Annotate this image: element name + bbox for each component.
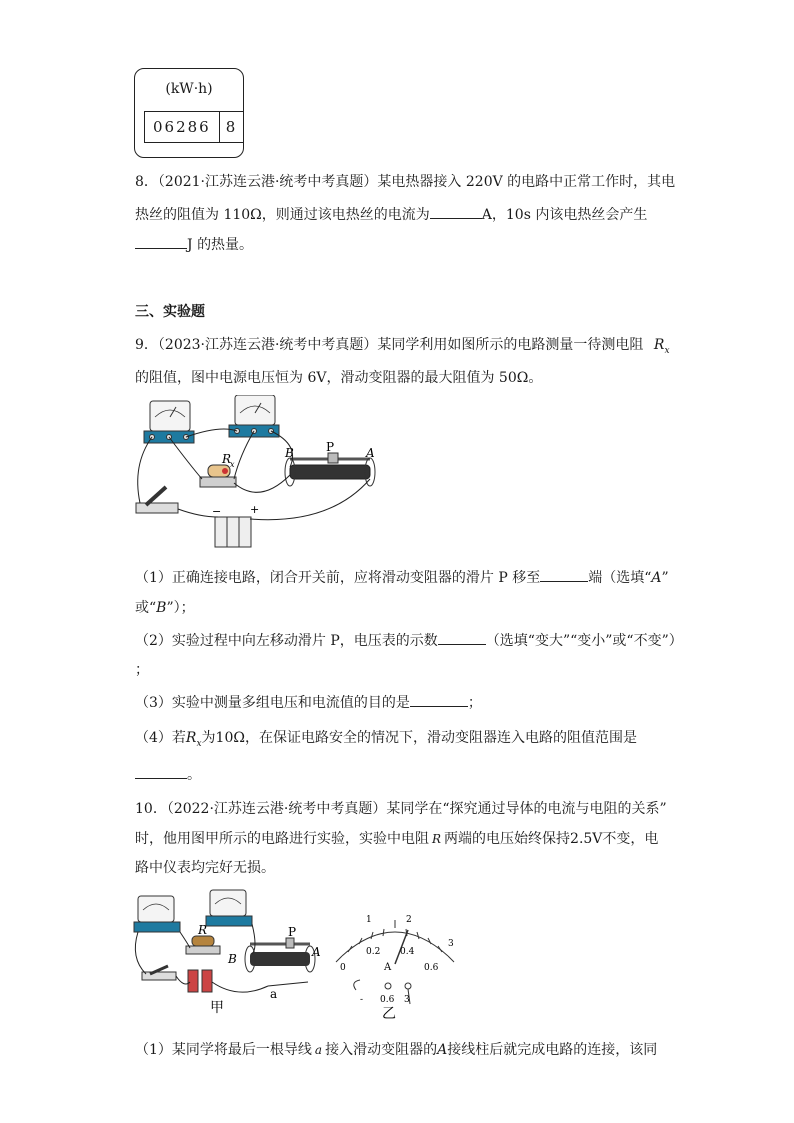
fig-jia-p: P <box>288 925 297 939</box>
q10-text-c: 不变，电 <box>602 831 659 847</box>
section-heading: 三、实验题 <box>135 304 205 320</box>
resistor-r-icon <box>186 936 220 954</box>
fig-jia-caption: 甲 <box>210 1000 224 1016</box>
q8-text-c: J 的热量。 <box>187 237 254 253</box>
q10-text-b: 两端的电压始终保持 <box>444 831 571 847</box>
q10-r-symbol: R <box>432 832 442 846</box>
q9-sub2-blank[interactable] <box>438 630 486 645</box>
q8-line3 <box>135 234 253 255</box>
meter-decimal-digit: 8 <box>225 118 238 136</box>
switch-icon <box>142 966 176 980</box>
meter-unit: (kW·h) <box>165 81 213 97</box>
fig-label-rx: R <box>222 452 232 466</box>
q8-line1: 8．（2021·江苏连云港·统考中考真题）某电热器接入 220V 的电路中正常工作时，其电 <box>135 174 676 190</box>
q9-sub3 <box>135 692 482 713</box>
q9-sub4-line2 <box>135 764 201 785</box>
q9-sub4-blank[interactable] <box>135 764 187 779</box>
q8-blank-heat[interactable] <box>135 234 187 249</box>
fig-jia-r: R <box>198 923 208 937</box>
yi-terminal-minus: - <box>360 995 364 1005</box>
q9-sub4-text-b: 为10Ω，在保证电路安全的情况下，滑动变阻器连入电路的阻值范围是 <box>201 730 637 746</box>
switch-icon <box>136 487 178 513</box>
yi-bot-0: 0 <box>340 963 346 973</box>
q10-line3: 路中仪表均完好无损。 <box>135 860 275 876</box>
q10-sub1 <box>135 1040 657 1060</box>
yi-bot-02: 0.2 <box>366 947 381 957</box>
q8-blank-current[interactable] <box>430 204 482 219</box>
q9-sub1-opt-b: B <box>156 600 167 616</box>
q8-text-b: A，10s 内该电热丝会产生 <box>481 207 648 223</box>
fig-label-rx-sub: x <box>230 460 235 469</box>
meter-integer-digits: 06286 <box>145 112 220 142</box>
fig-label-b: B <box>285 446 294 460</box>
q9-sub1-line1 <box>135 567 669 588</box>
yi-bot-04: 0.4 <box>400 947 415 957</box>
meter-digits <box>144 111 244 143</box>
q9-sub1-text-d: 或“ <box>135 600 157 616</box>
rheostat-icon <box>285 453 375 486</box>
q9-text-1: 9．（2023·江苏连云港·统考中考真题）某同学利用如图所示的电路测量一待测电阻 <box>135 337 644 353</box>
q9-rx-sub: x <box>664 345 670 356</box>
q9-sub3-text-a: （3）实验中测量多组电压和电流值的目的是 <box>135 695 410 711</box>
fig-label-plus: + <box>250 503 260 516</box>
q10-sub1-text-b: 接入滑动变阻器的 <box>325 1042 438 1058</box>
scale-ticks <box>336 920 454 964</box>
q9-line2: 的阻值，图中电源电压恒为 6V，滑动变阻器的最大阻值为 50Ω。 <box>135 370 543 386</box>
q10-sub1-var-a: a <box>314 1043 323 1057</box>
yi-terminal-3: 3 <box>404 995 410 1005</box>
rheostat-icon <box>245 938 315 972</box>
q8-text-a: 热丝的阻值为 110Ω，则通过该电热丝的电流为 <box>135 207 430 223</box>
q9-sub4-line1 <box>135 728 637 754</box>
fig-jia-a-wire: a <box>270 987 278 1001</box>
yi-unit: A <box>384 962 392 973</box>
yi-top-1: 1 <box>366 915 372 925</box>
q9-sub2-text-b: （选填“变大”“变小”或“不变”） <box>485 633 683 649</box>
q9-sub2-line2: ； <box>135 662 149 678</box>
q10-sub1-text-c: 接线柱后就完成电路的连接，该同 <box>447 1042 658 1058</box>
battery-icon <box>215 517 251 547</box>
yi-top-3: 3 <box>448 939 454 949</box>
q9-rx-symbol: R <box>653 337 665 353</box>
q9-sub1-opt-a: A <box>651 570 662 586</box>
q9-sub1-blank[interactable] <box>540 567 588 582</box>
yi-terminal-06: 0.6 <box>380 995 395 1005</box>
yi-caption: 乙 <box>382 1006 396 1022</box>
q9-sub2-text-a: （2）实验过程中向左移动滑片 P，电压表的示数 <box>135 633 438 649</box>
q9-sub4-rx-sub: x <box>196 738 202 749</box>
q9-circuit-figure <box>130 395 390 555</box>
energy-meter-figure <box>134 68 244 158</box>
yi-top-2: 2 <box>406 915 412 925</box>
q9-sub3-text-b: ； <box>467 695 482 711</box>
voltmeter-icon <box>206 890 252 926</box>
fig-jia-a: A <box>312 945 321 959</box>
fig-label-minus: − <box>212 505 222 518</box>
fig-label-a: A <box>366 446 375 460</box>
q10-line1: 10．（2022·江苏连云港·统考中考真题）某同学在“探究通过导体的电流与电阻的关系” <box>135 801 667 817</box>
q9-sub1-text-c: ” <box>661 570 669 586</box>
q10-text-a: 时，他用图甲所示的电路进行实验，实验中电阻 <box>135 831 429 847</box>
fig-label-p: P <box>326 440 335 454</box>
q9-sub1-text-e: ”）； <box>166 600 195 616</box>
ammeter-icon <box>134 896 180 932</box>
q10-sub1-text-a: （1）某同学将最后一根导线 <box>135 1042 312 1058</box>
q9-sub4-text-c: 。 <box>187 767 201 783</box>
q9-sub1-text-a: （1）正确连接电路，闭合开关前，应将滑动变阻器的滑片 P 移至 <box>135 570 541 586</box>
q10-line2 <box>135 829 658 849</box>
q10-sub1-var-A: A <box>437 1042 448 1058</box>
q10-ammeter-figure-yi <box>330 908 460 1024</box>
q10-circuit-figure-jia <box>128 888 328 1018</box>
q8-line2 <box>135 204 647 225</box>
q9-line1 <box>135 335 670 361</box>
yi-bot-06: 0.6 <box>424 963 439 973</box>
q9-sub4-text-a: （4）若 <box>135 730 186 746</box>
battery-icon <box>188 970 212 992</box>
q10-voltage: 2.5V <box>570 831 603 847</box>
fig-jia-b: B <box>228 952 237 966</box>
q9-sub2-line1 <box>135 630 683 651</box>
q9-sub3-blank[interactable] <box>410 692 468 707</box>
q9-sub1-text-b: 端（选填“ <box>588 570 652 586</box>
q9-sub4-rx: R <box>185 730 197 746</box>
q9-sub1-line2 <box>135 598 195 618</box>
